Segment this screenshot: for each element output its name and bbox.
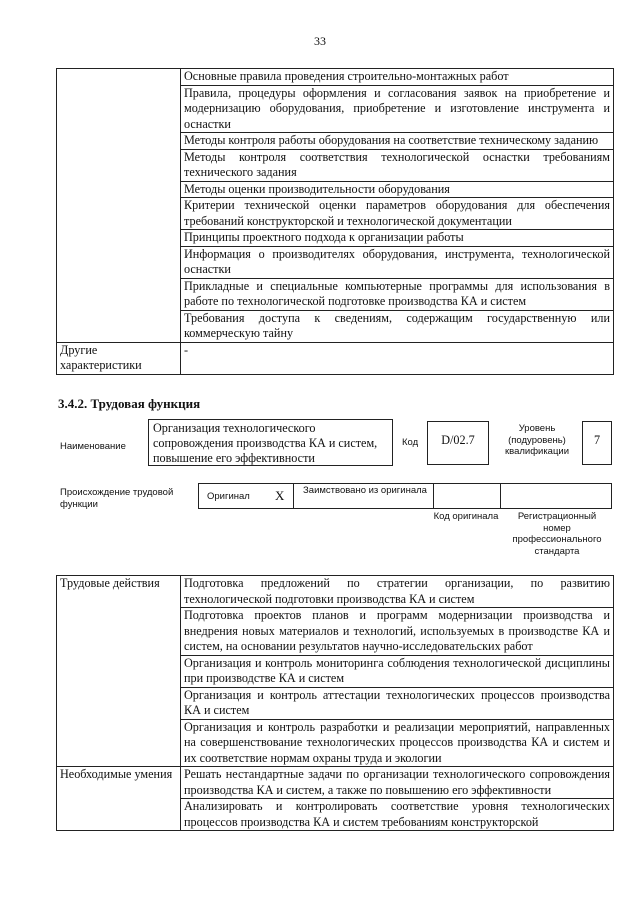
action-row: Организация и контроль разработки и реализации мероприятий, направленных на совершенствование технологических процессов производства КА и систем и их соответствие нормам охраны труда и экологии	[181, 719, 614, 767]
knowledge-row: Методы контроля работы оборудования на соответствие техническому заданию	[181, 133, 614, 150]
action-row: Подготовка проектов планов и программ модернизации производства и внедрения новых материалов и технологий, используемых в производстве КА и систем, на основании результатов научно-исследовательских работ	[181, 608, 614, 656]
section-title: 3.4.2. Трудовая функция	[58, 396, 201, 411]
divider	[433, 484, 434, 508]
divider	[293, 484, 294, 508]
code-label: Код	[402, 437, 419, 448]
original-label: Оригинал	[207, 491, 250, 502]
knowledge-row: Методы оценки производительности оборудования	[181, 181, 614, 198]
knowledge-row: Принципы проектного подхода к организации работы	[181, 230, 614, 247]
knowledge-row: Критерии технической оценки параметров оборудования для обеспечения требований конструкторской и технологической документации	[181, 198, 614, 230]
actions-label: Трудовые действия	[57, 576, 181, 767]
knowledge-row: Методы контроля соответствия технологической оснастки требованиям технического задания	[181, 149, 614, 181]
origin-label: Происхождение трудовой функции	[60, 487, 174, 510]
action-row: Организация и контроль мониторинга соблюдения технологической дисциплины при производстве КА и систем	[181, 655, 614, 687]
code-caption: Код оригинала	[433, 511, 499, 522]
original-mark: X	[275, 488, 285, 503]
borrowed-label: Заимствовано из оригинала	[303, 485, 427, 496]
level-label: Уровень (подуровень) квалификации	[504, 423, 570, 457]
reg-caption: Регистрационный номер профессионального стандарта	[512, 511, 602, 557]
other-label: Другие характеристики	[57, 342, 181, 374]
divider	[500, 484, 501, 508]
knowledge-row: Информация о производителях оборудования, инструмента, технологической оснастки	[181, 246, 614, 278]
knowledge-row: Прикладные и специальные компьютерные программы для использования в работе по технологической подготовке производства КА и систем	[181, 278, 614, 310]
skill-row: Решать нестандартные задачи по организации технологического сопровождения производства КА и систем, а также по повышению его эффективности	[181, 767, 614, 799]
skills-label: Необходимые умения	[57, 767, 181, 831]
skill-row: Анализировать и контролировать соответствие уровня технологических процессов производства КА и систем требованиям конструкторской	[181, 799, 614, 831]
knowledge-label-cell	[57, 69, 181, 343]
knowledge-row: Требования доступа к сведениям, содержащим государственную или коммерческую тайну	[181, 310, 614, 342]
origin-box	[198, 483, 612, 509]
name-label: Наименование	[60, 441, 126, 452]
level-value-box: 7	[582, 421, 612, 465]
action-row: Подготовка предложений по стратегии организации, по развитию технологической подготовки производства КА и систем	[181, 576, 614, 608]
function-table	[56, 575, 614, 831]
knowledge-table	[56, 68, 614, 375]
knowledge-row: Основные правила проведения строительно-монтажных работ	[181, 69, 614, 86]
knowledge-row: Правила, процедуры оформления и согласования заявок на приобретение и модернизацию оборудования, приобретение и изготовление инструмента и оснастки	[181, 85, 614, 133]
page-number: 33	[314, 34, 326, 48]
other-value: -	[181, 342, 614, 374]
action-row: Организация и контроль аттестации технологических процессов производства КА и систем	[181, 687, 614, 719]
function-name-box: Организация технологического сопровождения производства КА и систем, повышение его эффективности	[148, 419, 393, 466]
function-code-box: D/02.7	[427, 421, 489, 465]
